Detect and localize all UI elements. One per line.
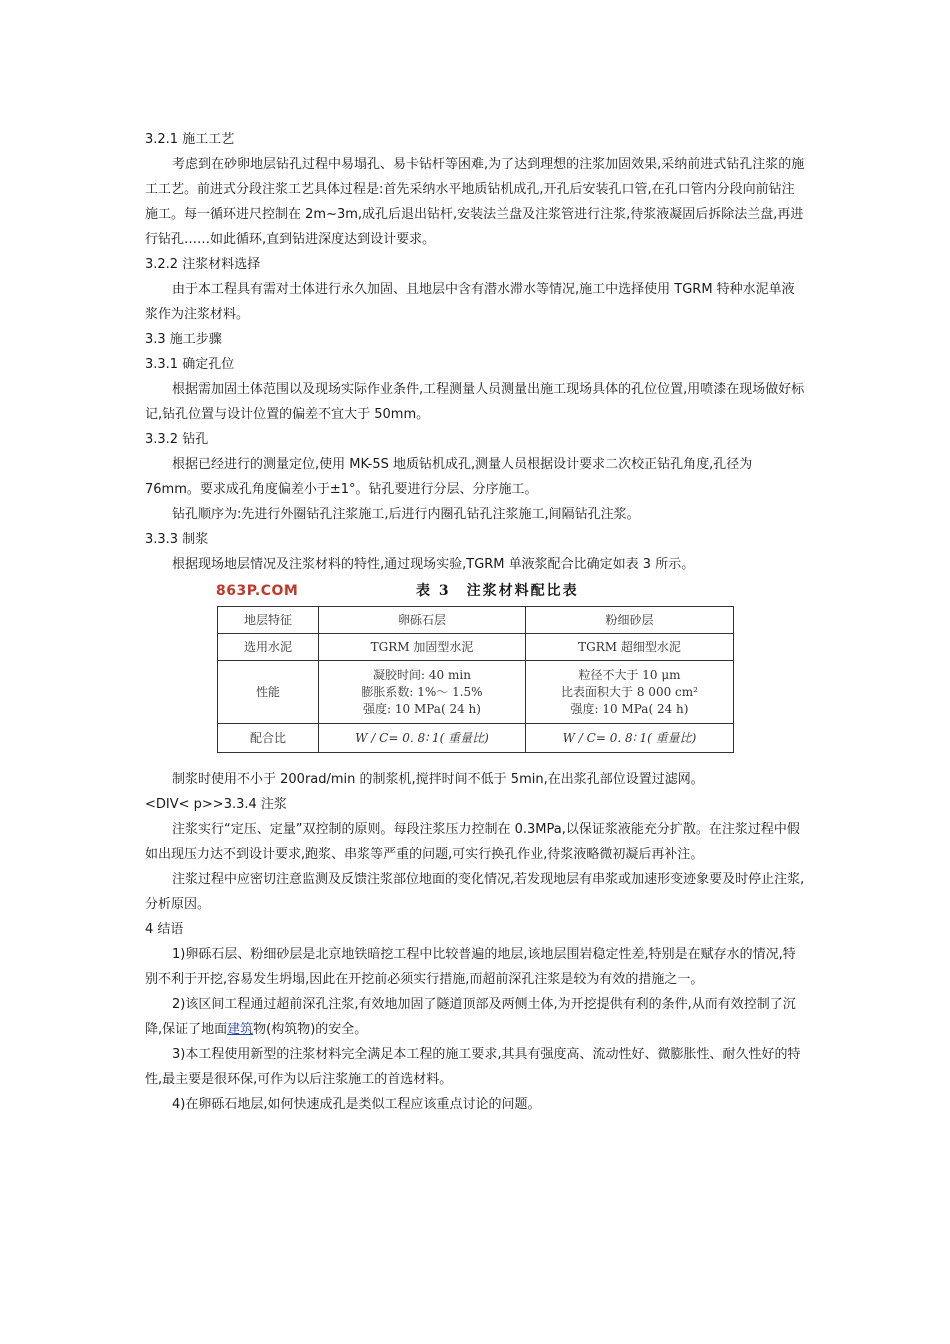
paragraph: 4)在卵砾石地层,如何快速成孔是类似工程应该重点讨论的问题。: [172, 1097, 541, 1112]
mix-ratio-figure: [216, 579, 736, 757]
section-heading: 3.2.2 注浆材料选择: [145, 257, 261, 272]
section-heading: 4 结语: [145, 922, 184, 937]
paragraph: 根据现场地层情况及注浆材料的特性,通过现场实验,TGRM 单液浆配合比确定如表 3 所示。: [172, 557, 695, 572]
section-heading: 3.3.2 钻孔: [145, 432, 209, 447]
perf-line: 强度: 10 MPa( 24 h): [363, 701, 481, 716]
section-heading: 3.3.3 制浆: [145, 532, 209, 547]
paragraph: 钻孔顺序为:先进行外圈钻孔注浆施工,后进行内圈孔钻孔注浆施工,间隔钻孔注浆。: [172, 507, 640, 522]
section-heading: 3.3.1 确定孔位: [145, 357, 235, 372]
table-cell: [319, 661, 526, 724]
table-cell: 配合比: [218, 724, 319, 753]
table-title: 表 3 注浆材料配比表: [416, 583, 579, 599]
table-cell: TGRM 超细型水泥: [526, 634, 734, 661]
paragraph-text: 2)该区间工程通过超前深孔注浆,有效地加固了隧道顶部及两侧土体,为开挖提供有利的条件,从而有效控制了沉降,保证了地面: [145, 997, 796, 1037]
section-heading: 3.2.1 施工工艺: [145, 132, 235, 147]
perf-line: 膨胀系数: 1%～ 1.5%: [361, 684, 483, 699]
table-header-cell: 粉细砂层: [526, 607, 734, 634]
paragraph: 考虑到在砂卵地层钻孔过程中易塌孔、易卡钻杆等困难,为了达到理想的注浆加固效果,采纳前进式钻孔注浆的施工工艺。前进式分段注浆工艺具体过程是:首先采纳水平地质钻机成孔,开孔后安装孔口管,在孔口管内分段向前钻注施工。每一循环进尺控制在 2m~3m,成孔后退出钻杆,安装法兰盘及注浆管进行注浆,待浆液凝固后拆除法兰盘,再进行钻孔……如此循环,直到钻进深度达到设计要求。: [145, 157, 805, 247]
perf-line: 凝胶时间: 40 min: [373, 667, 471, 682]
perf-line: 比表面积大于 8 000 cm²: [561, 684, 698, 699]
table-row: [218, 634, 734, 661]
table-row: [218, 724, 734, 753]
perf-line: 强度: 10 MPa( 24 h): [570, 701, 689, 716]
paragraph: 3)本工程使用新型的注浆材料完全满足本工程的施工要求,其具有强度高、流动性好、微膨胀性、耐久性好的特性,最主要是很环保,可作为以后注浆施工的首选材料。: [145, 1047, 801, 1087]
paragraph: 1)卵砾石层、粉细砂层是北京地铁暗挖工程中比较普遍的地层,该地层围岩稳定性差,特别是在赋存水的情况,特别不利于开挖,容易发生坍塌,因此在开挖前必须实行措施,而超前深孔注浆是较为有效的措施之一。: [145, 947, 796, 987]
paragraph: 制浆时使用不小于 200rad/min 的制浆机,搅拌时间不低于 5min,在出浆孔部位设置过滤网。: [172, 772, 704, 787]
paragraph: 由于本工程具有需对土体进行永久加固、且地层中含有潜水滞水等情况,施工中选择使用 TGRM 特种水泥单液浆作为注浆材料。: [145, 282, 795, 322]
table-cell: [526, 661, 734, 724]
paragraph: 注浆实行“定压、定量”双控制的原则。每段注浆压力控制在 0.3MPa,以保证浆液能充分扩散。在注浆过程中假如出现压力达不到设计要求,跑浆、串浆等严重的问题,可实行换孔作业,待浆液略微初凝后再补注。: [145, 822, 800, 862]
table-cell: TGRM 加固型水泥: [319, 634, 526, 661]
paragraph: [145, 992, 805, 1042]
paragraph: 注浆过程中应密切注意监测及反馈注浆部位地面的变化情况,若发现地层有串浆或加速形变迹象要及时停止注浆,分析原因。: [145, 872, 805, 912]
table-header-cell: 地层特征: [218, 607, 319, 634]
paragraph: 根据需加固土体范围以及现场实际作业条件,工程测量人员测量出施工现场具体的孔位位置,用喷漆在现场做好标记,钻孔位置与设计位置的偏差不宜大于 50mm。: [145, 382, 805, 422]
paragraph: 根据已经进行的测量定位,使用 MK-5S 地质钻机成孔,测量人员根据设计要求二次校正钻孔角度,孔径为 76mm。要求成孔角度偏差小于±1°。钻孔要进行分层、分序施工。: [145, 457, 753, 497]
building-link[interactable]: 建筑: [227, 1022, 254, 1037]
mix-ratio-table: [217, 606, 734, 753]
table-row: [218, 607, 734, 634]
table-cell: W / C= 0. 8∶ 1( 重量比): [526, 724, 734, 753]
watermark-brand: 863P.COM: [216, 583, 299, 599]
table-cell: 选用水泥: [218, 634, 319, 661]
paragraph-text: 物(构筑物)的安全。: [253, 1022, 368, 1037]
table-row: [218, 661, 734, 724]
section-heading: <DIV< p>>3.3.4 注浆: [145, 797, 287, 812]
perf-line: 粒径不大于 10 μm: [578, 667, 681, 682]
table-cell: W / C= 0. 8∶ 1( 重量比): [319, 724, 526, 753]
section-heading: 3.3 施工步骤: [145, 332, 222, 347]
table-header-cell: 卵砾石层: [319, 607, 526, 634]
document-body: [145, 127, 805, 1117]
table-cell: 性能: [218, 661, 319, 724]
